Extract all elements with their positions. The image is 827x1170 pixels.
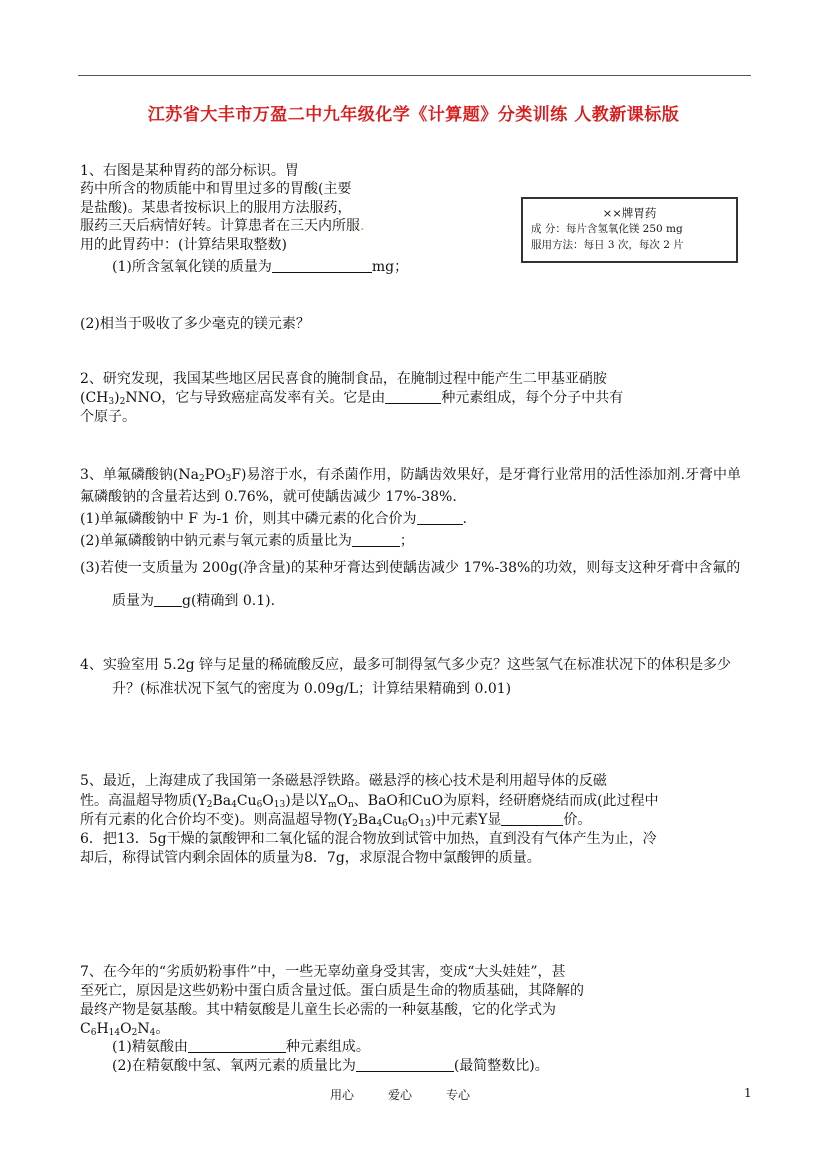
q3-line-2: 氟磷酸钠的含量若达到 0.76%，就可使龋齿减少 17%-38%. [80,489,457,505]
q3-part-2: (2)单氟磷酸钠中钠元素与氧元素的质量比为 ； [80,533,414,549]
footer-motto-2: 爱心 [388,1088,413,1102]
q4-line-2: 升？(标准状况下氢气的密度为 0.09g/L；计算结果精确到 0.01) [112,681,512,697]
q4-line-1: 4、实验室用 5.2g 锌与足量的稀硫酸反应，最多可制得氢气多少克？这些氢气在标准状况下的体积是多少 [80,657,732,673]
q1-line-3: 是盐酸)。某患者按标识上的服用方法服药， [80,200,352,216]
q1-part-2: (2)相当于吸收了多少毫克的镁元素？ [80,316,310,332]
q3-part-1: (1)单氟磷酸钠中 F 为-1 价，则其中磷元素的化合价为 . [80,511,467,527]
q1-line-5: 用的此胃药中：(计算结果取整数) [80,237,287,253]
q6-line-2: 却后，称得试管内剩余固体的质量为8．7g，求原混合物中氯酸钾的质量。 [80,850,541,866]
q2-line-3: 个原子。 [80,409,136,425]
answer-blank[interactable] [352,534,400,547]
q7-line-3: 最终产物是氨基酸。其中精氨酸是儿童生长必需的一种氨基酸，它的化学式为 [80,1002,556,1018]
answer-blank[interactable] [356,1059,454,1072]
q7-line-2: 至死亡，原因是这些奶粉中蛋白质含量过低。蛋白质是生命的物质基础，其降解的 [80,983,584,999]
footer-motto-1: 用心 [330,1088,355,1102]
drug-label-image [521,197,738,263]
q3-part-3: (3)若使一支质量为 200g(净含量)的某种牙膏达到使龋齿减少 17%-38%的功效，则每支这种牙膏中含氟的 [80,560,741,576]
page-number: 1 [744,1086,752,1100]
q7-part-2: (2)在精氨酸中氢、氧两元素的质量比为 (最简整数比)。 [112,1058,549,1074]
q2-line-1: 2、研究发现，我国某些地区居民喜食的腌制食品，在腌制过程中能产生二甲基亚硝胺 [80,371,607,387]
q5-line-1: 5、最近，上海建成了我国第一条磁悬浮铁路。磁悬浮的核心技术是利用超导体的反磁 [80,773,607,789]
answer-blank[interactable] [417,512,463,525]
q7-part-1: (1)精氨酸由 种元素组成。 [112,1039,370,1055]
drug-label-name: ××牌胃药 [602,206,657,220]
drug-label-usage: 服用方法：每日 3 次，每次 2 片 [531,239,684,251]
q7-line-4: $C_6H_{14}O_2N_4$。 [80,1021,170,1038]
answer-blank[interactable] [501,813,563,826]
q5-line-3: 所有元素的化合价均不变)。则高温超导物$(Y_2Ba_4Cu_6O_{13})$中元素Y显 价。 [80,812,592,829]
drug-label-ingredient: 成 分：每片含氢氧化镁 250 mg [531,223,683,235]
answer-blank[interactable] [154,594,182,607]
answer-blank[interactable] [272,260,372,273]
q5-line-2: 性。高温超导物质$(Y_2Ba_4Cu_6O_{13})$是以$Y_mO_n$、BaO和CuO为原料，经研磨烧结而成(此过程中 [80,793,659,810]
q1-line-2: 药中所含的物质能中和胃里过多的胃酸(主要 [80,181,352,197]
q1-line-4: 服药三天后病情好转。计算患者在三天内所服. [80,218,365,234]
q7-line-1: 7、在今年的“劣质奶粉事件”中，一些无辜幼童身受其害，变成“大头娃娃”，甚 [80,964,566,980]
q3-part-3-cont: 质量为 g(精确到 0.1). [112,593,276,609]
q6-line-1: 6．把13．5g干燥的氯酸钾和二氧化锰的混合物放到试管中加热，直到没有气体产生为止，冷 [80,831,657,847]
answer-blank[interactable] [385,391,441,404]
q1-part-1: (1)所含氢氧化镁的质量为 mg； [112,259,409,275]
footer-motto-3: 专心 [446,1088,471,1102]
page-title: 江苏省大丰市万盈二中九年级化学《计算题》分类训练 人教新课标版 [147,105,680,125]
q1-line-1: 1、右图是某种胃药的部分标识。胃 [80,163,299,179]
header-rule [78,75,751,76]
q2-line-2: $(CH_3)_2NNO$，它与导致癌症高发率有关。它是由 种元素组成，每个分子中共有 [80,390,624,407]
q3-line-1: 3、单氟磷酸钠$(Na_2PO_3F)$易溶于水，有杀菌作用，防龋齿效果好，是牙膏行业常用的活性添加剂.牙膏中单 [80,467,741,484]
answer-blank[interactable] [188,1040,286,1053]
